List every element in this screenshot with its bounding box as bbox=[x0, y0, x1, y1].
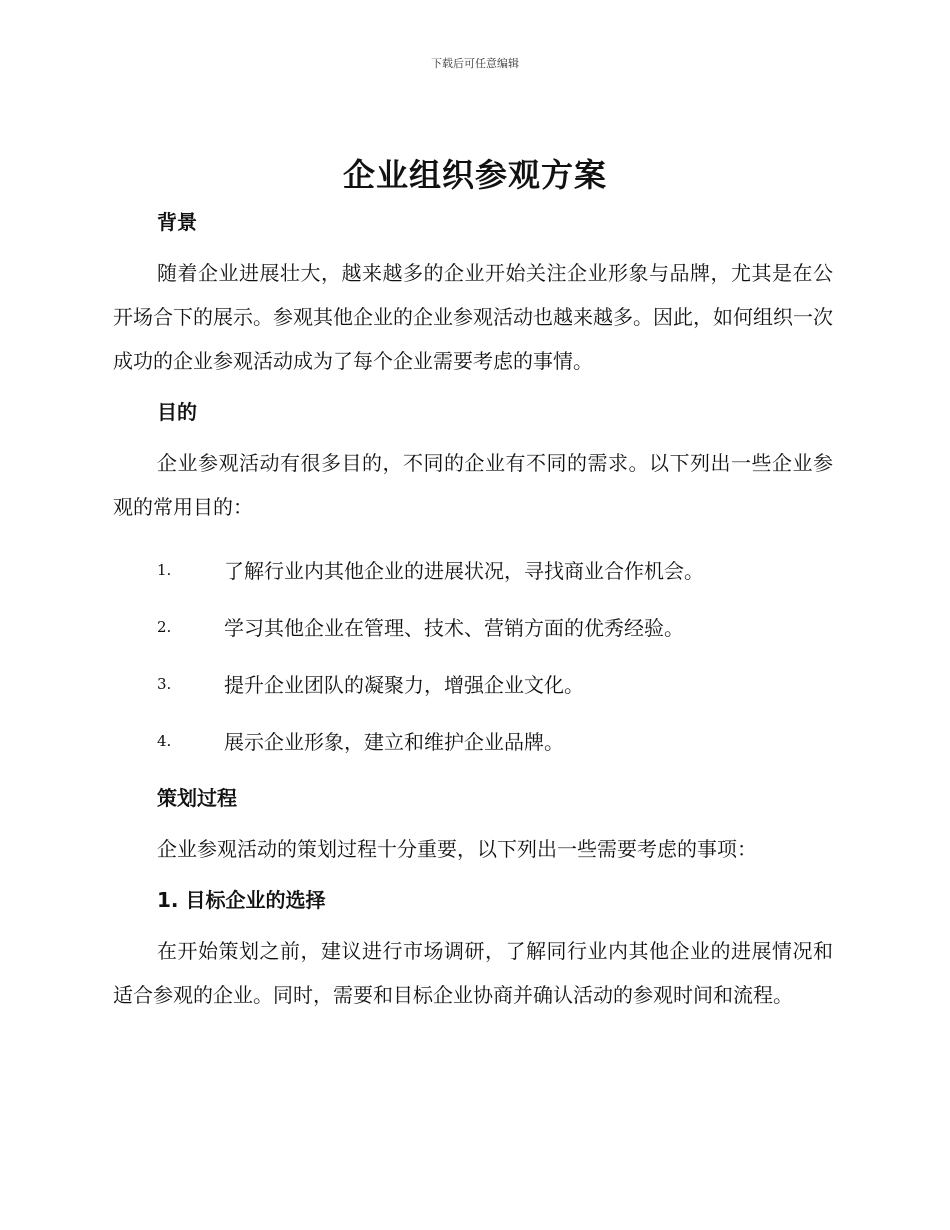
list-item-number: 4. bbox=[157, 731, 172, 750]
planning-paragraph: 企业参观活动的策划过程十分重要，以下列出一些需要考虑的事项： bbox=[157, 837, 757, 861]
purpose-list bbox=[113, 541, 833, 769]
purpose-paragraph: 企业参观活动有很多目的，不同的企业有不同的需求。以下列出一些企业参观的常用目的： bbox=[113, 451, 833, 519]
list-item bbox=[113, 598, 833, 655]
list-item bbox=[113, 541, 833, 598]
section-heading-purpose: 目的 bbox=[157, 400, 197, 424]
section-heading-planning: 策划过程 bbox=[157, 786, 237, 810]
list-item-number: 2. bbox=[157, 617, 172, 636]
list-item-number: 1. bbox=[157, 560, 172, 579]
list-item bbox=[113, 712, 833, 769]
document-body bbox=[113, 205, 833, 1017]
subsection-heading-target-selection: 1. 目标企业的选择 bbox=[157, 888, 326, 912]
list-item bbox=[113, 655, 833, 712]
section-heading-background: 背景 bbox=[157, 210, 197, 234]
target-selection-paragraph: 在开始策划之前，建议进行市场调研，了解同行业内其他企业的进展情况和适合参观的企业。同时，需要和目标企业协商并确认活动的参观时间和流程。 bbox=[113, 939, 833, 1007]
list-item-text: 学习其他企业在管理、技术、营销方面的优秀经验。 bbox=[224, 616, 684, 640]
page-header-note: 下载后可任意编辑 bbox=[431, 57, 519, 70]
list-item-text: 提升企业团队的凝聚力，增强企业文化。 bbox=[224, 673, 584, 697]
background-paragraph: 随着企业进展壮大，越来越多的企业开始关注企业形象与品牌，尤其是在公开场合下的展示。参观其他企业的企业参观活动也越来越多。因此，如何组织一次成功的企业参观活动成为了每个企业需要考虑的事情。 bbox=[113, 261, 833, 373]
document-title: 企业组织参观方案 bbox=[342, 156, 607, 194]
list-item-text: 了解行业内其他企业的进展状况，寻找商业合作机会。 bbox=[224, 559, 704, 583]
list-item-number: 3. bbox=[157, 674, 172, 693]
list-item-text: 展示企业形象，建立和维护企业品牌。 bbox=[224, 730, 564, 754]
